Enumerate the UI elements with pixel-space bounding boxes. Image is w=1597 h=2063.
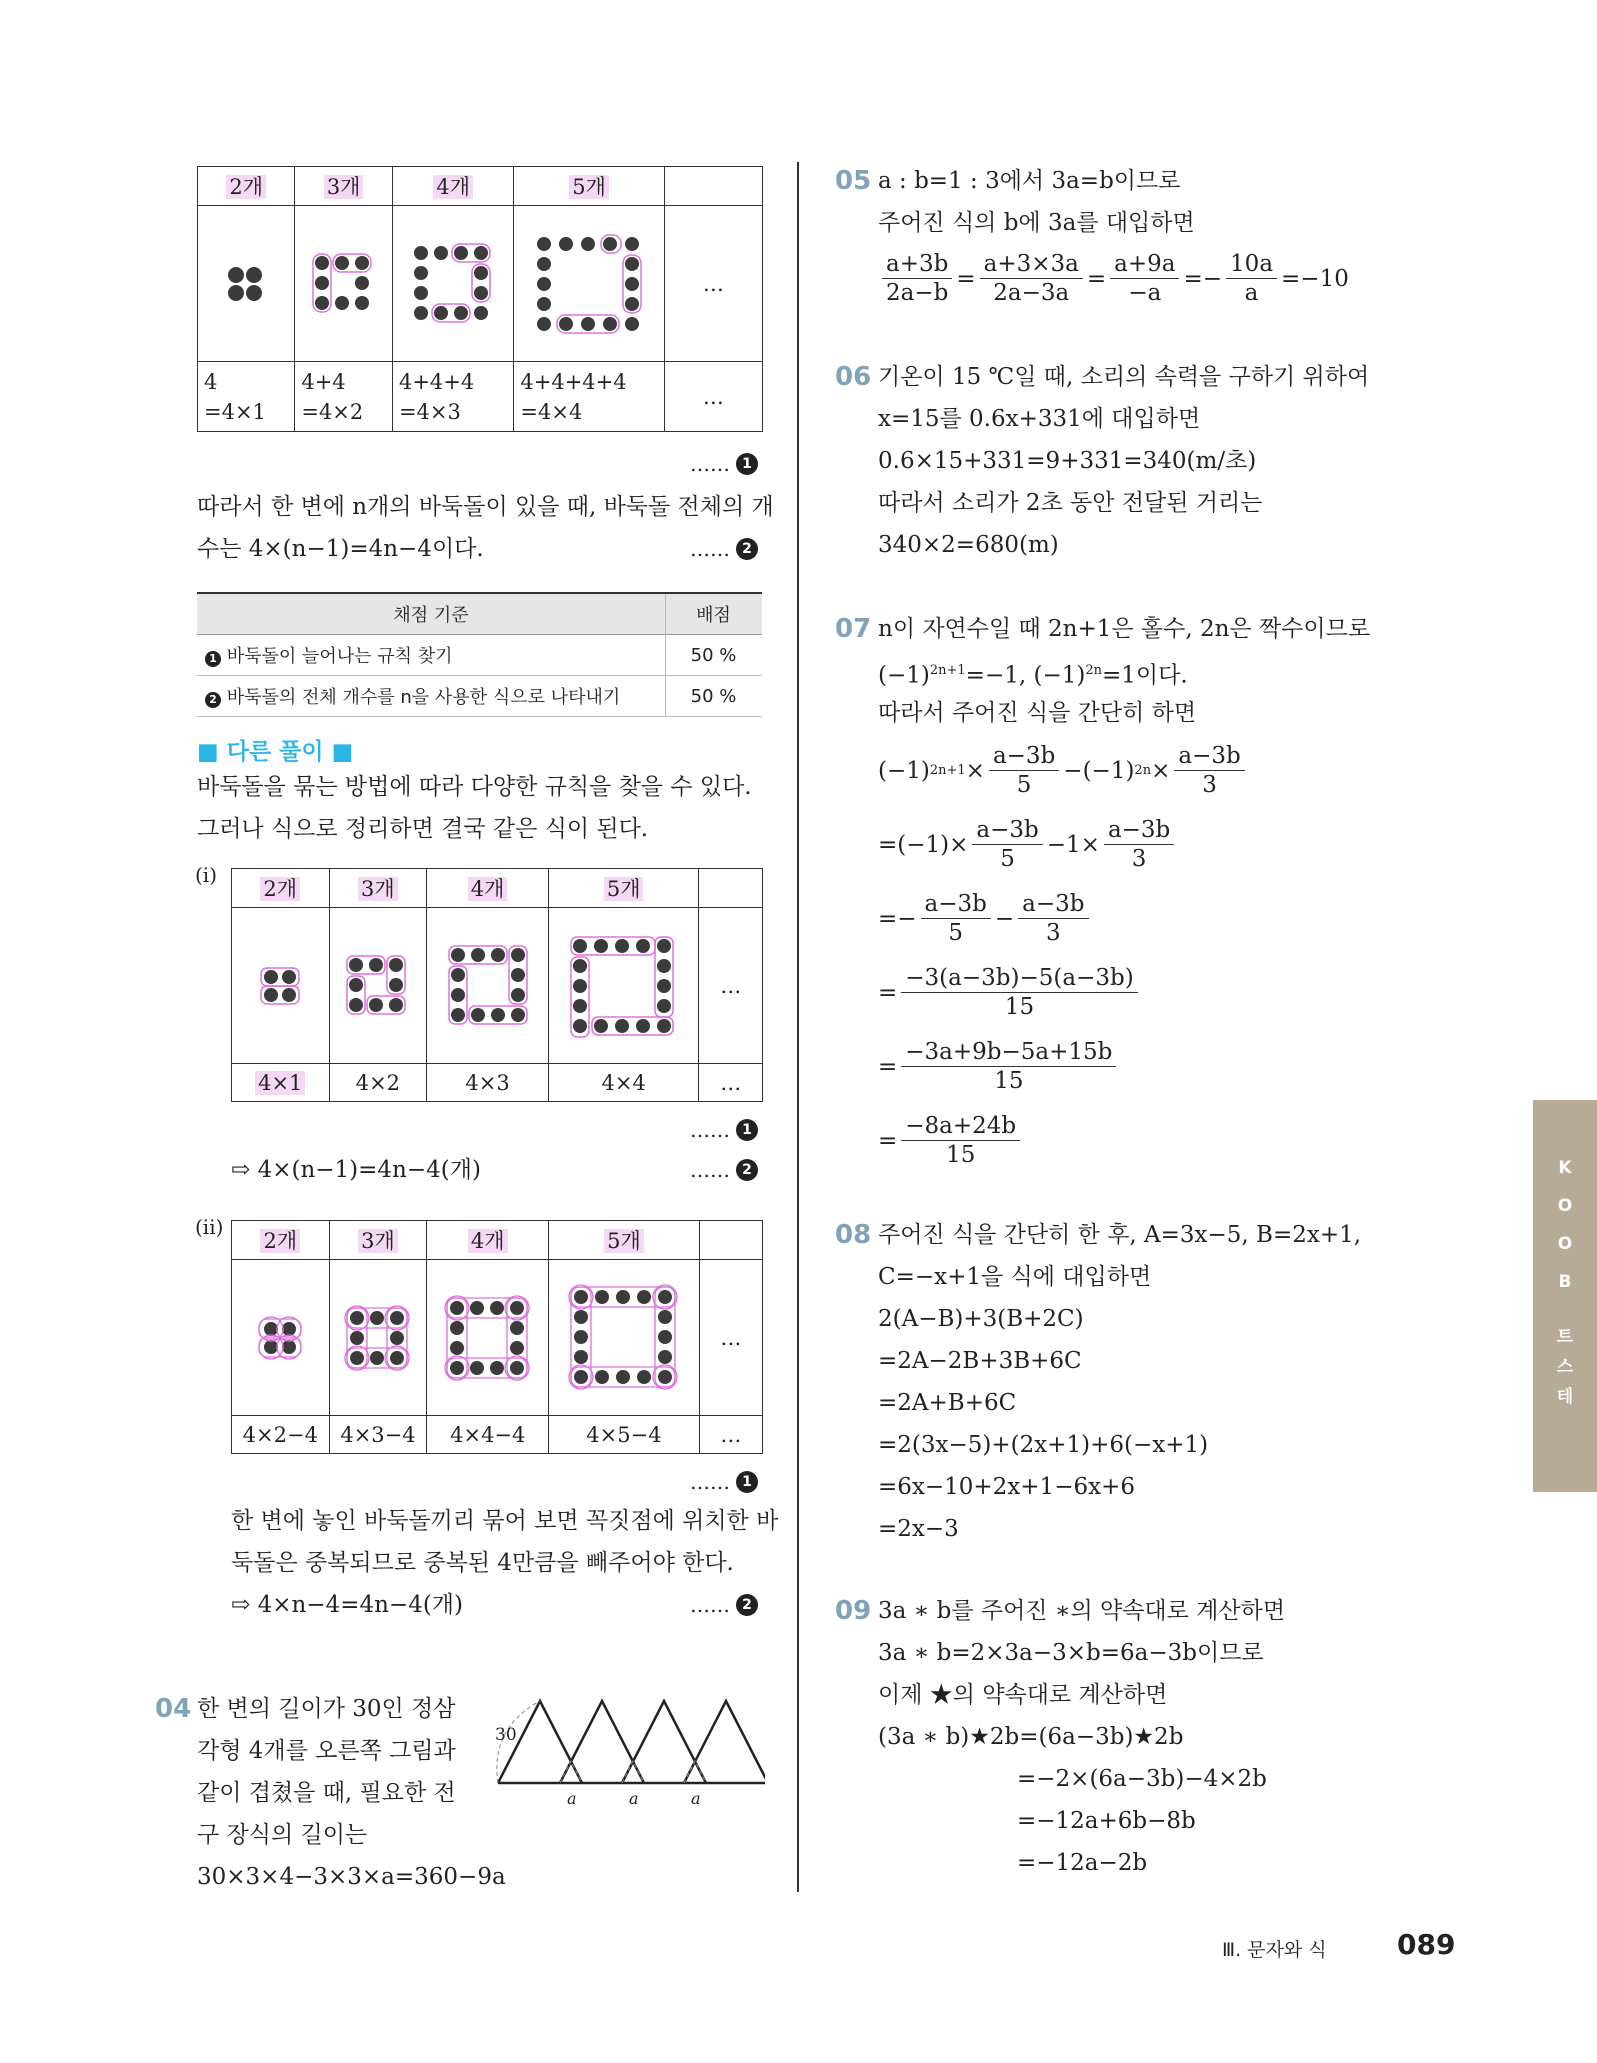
- p07-line-2: $(-1)^{2n+1}=-1$, $(-1)^{2n}=1$이다.: [878, 662, 1188, 689]
- p06-line-4: 따라서 소리가 2초 동안 전달된 거리는: [878, 490, 1263, 516]
- p05-line-1: a : b=1 : 3에서 3a=b이므로: [878, 168, 1181, 194]
- ellipsis: …: [664, 206, 762, 362]
- problem-number: 06: [835, 362, 872, 392]
- tab-letter: K: [1558, 1158, 1572, 1178]
- p07-line-1: n이 자연수일 때 2n+1은 홀수, 2n은 짝수이므로: [878, 616, 1371, 642]
- p06-line-3: 0.6×15+331=9+331=340(m/초): [878, 448, 1257, 474]
- conclusion-line-1: 따라서 한 변에 n개의 바둑돌이 있을 때, 바둑돌 전체의 개: [197, 494, 774, 520]
- table-header: 2개: [260, 1229, 300, 1253]
- expr: 4×3: [465, 1070, 510, 1095]
- table-header: 4개: [468, 877, 508, 901]
- p04-line-4: 구 장식의 길이는: [197, 1822, 368, 1848]
- p09-line-2: 3a ∗ b=2×3a−3×b=6a−3b이므로: [878, 1640, 1264, 1666]
- p08-line-8: =2x−3: [878, 1516, 959, 1542]
- p07-step-6: = $\frac{-8a+24b}{15}$: [878, 1112, 1024, 1169]
- pattern-table-main: [197, 166, 763, 432]
- case-i-result: ⇨ 4×(n−1)=4n−4(개): [231, 1157, 481, 1183]
- column-divider: [797, 162, 799, 1892]
- side-label: 30: [495, 1725, 517, 1745]
- pattern-table-case-i: [231, 868, 763, 1102]
- p08-line-7: =6x−10+2x+1−6x+6: [878, 1474, 1135, 1500]
- problem-number: 05: [835, 166, 872, 196]
- table-header: 2개: [260, 877, 300, 901]
- footer-section: Ⅲ. 문자와 식: [1222, 1939, 1327, 1961]
- p07-step-1: (−1) 2n+1 × $\frac{a-3b}{5}$ −(−1) 2n × $\frac{a-3b}{3}$: [878, 742, 1249, 799]
- table-header: 3개: [324, 175, 364, 199]
- stone-figure-3: [329, 908, 427, 1064]
- ellipsis: …: [699, 1064, 763, 1102]
- grading-row: 2 바둑돌의 전체 개수를 n을 사용한 식으로 나타내기: [197, 676, 666, 717]
- p04-line-5: 30×3×4−3×3×a=360−9a: [197, 1864, 506, 1890]
- tab-letter: 테: [1556, 1387, 1574, 1407]
- conclusion-line-2: 수는 4×(n−1)=4n−4이다.: [197, 536, 484, 562]
- step-mark-1: …… 1: [690, 1470, 758, 1494]
- stone-figure-4: [427, 1260, 549, 1416]
- ellipsis: …: [699, 908, 763, 1064]
- p09-line-5: =−2×(6a−3b)−4×2b: [1017, 1766, 1267, 1792]
- expr: =4×1: [204, 399, 266, 424]
- stone-figure-3: [295, 206, 393, 362]
- table-header-empty: [699, 1221, 762, 1260]
- ellipsis: …: [664, 362, 762, 432]
- table-header-empty: [664, 167, 762, 206]
- step-mark-1: …… 1: [690, 1118, 758, 1142]
- step-mark-2: …… 2: [690, 1593, 758, 1617]
- case-ii-label: (ii): [195, 1215, 224, 1239]
- p08-line-5: =2A+B+6C: [878, 1390, 1017, 1416]
- grading-points: 50 %: [666, 676, 763, 717]
- grading-table: [197, 592, 762, 717]
- expr: 4×4: [601, 1070, 646, 1095]
- grading-points-header: 배점: [666, 593, 763, 635]
- expr: 4×4−4: [450, 1422, 526, 1447]
- table-header: 3개: [358, 1229, 398, 1253]
- tab-letter: 스: [1556, 1357, 1574, 1377]
- case-i-label: (i): [195, 863, 218, 887]
- page-number: 089: [1397, 1928, 1456, 1961]
- grading-criteria-header: 채점 기준: [197, 593, 666, 635]
- stone-figure-4: [427, 908, 549, 1064]
- p08-line-6: =2(3x−5)+(2x+1)+6(−x+1): [878, 1432, 1209, 1458]
- p09-line-7: =−12a−2b: [1017, 1850, 1148, 1876]
- grading-row: 1 바둑돌이 늘어나는 규칙 찾기: [197, 635, 666, 676]
- tab-letter: 트: [1556, 1327, 1574, 1347]
- overlap-label: a: [567, 1789, 577, 1808]
- table-header: 5개: [604, 1229, 644, 1253]
- ellipsis: …: [699, 1416, 762, 1454]
- expr: 4+4+4: [398, 369, 475, 394]
- stone-figure-2: [198, 206, 295, 362]
- expr: =4×2: [301, 399, 364, 424]
- step-mark-2: …… 2: [690, 1158, 758, 1182]
- p06-line-2: x=15를 0.6x+331에 대입하면: [878, 406, 1201, 432]
- table-header: 4개: [433, 175, 473, 199]
- table-header: 5개: [604, 877, 644, 901]
- stone-figure-2: [232, 1260, 330, 1416]
- p09-line-6: =−12a+6b−8b: [1017, 1808, 1196, 1834]
- tab-letter: O: [1557, 1234, 1573, 1254]
- p07-step-4: = $\frac{-3(a-3b)-5(a-3b)}{15}$: [878, 964, 1142, 1021]
- p04-line-1: 한 변의 길이가 30인 정삼: [197, 1696, 456, 1722]
- p05-equation: $\frac{a+3b}{2a-b}$ = $\frac{a+3\times 3a}{2a-3a}$ = $\frac{a+9a}{-a}$ = − $\frac{10a}{a}$ =−10: [878, 250, 1349, 307]
- grading-points: 50 %: [666, 635, 763, 676]
- p06-line-5: 340×2=680(m): [878, 532, 1059, 558]
- p08-line-3: 2(A−B)+3(B+2C): [878, 1306, 1084, 1332]
- stone-figure-3: [329, 1260, 427, 1416]
- case-ii-note-1: 한 변에 놓인 바둑돌끼리 묶어 보면 꼭짓점에 위치한 바: [231, 1508, 779, 1534]
- p07-line-3: 따라서 주어진 식을 간단히 하면: [878, 700, 1197, 726]
- p08-line-4: =2A−2B+3B+6C: [878, 1348, 1082, 1374]
- alt-solution-title: ■ 다른 풀이 ■: [197, 739, 354, 765]
- p08-line-2: C=−x+1을 식에 대입하면: [878, 1264, 1152, 1290]
- expr: 4×2−4: [242, 1422, 318, 1447]
- p08-line-1: 주어진 식을 간단히 한 후, A=3x−5, B=2x+1,: [878, 1222, 1362, 1248]
- overlap-label: a: [691, 1789, 701, 1808]
- expr: 4+4: [301, 369, 346, 394]
- p09-line-1: 3a ∗ b를 주어진 ∗의 약속대로 계산하면: [878, 1598, 1286, 1624]
- expr: 4×1: [255, 1071, 305, 1095]
- table-header: 5개: [569, 175, 609, 199]
- table-header: 3개: [358, 877, 398, 901]
- step-mark-2: …… 2: [690, 537, 758, 561]
- p09-line-4: (3a ∗ b)★2b=(6a−3b)★2b: [878, 1724, 1184, 1750]
- pattern-table-case-ii: [231, 1220, 763, 1454]
- tab-letter: O: [1557, 1196, 1573, 1216]
- problem-number: 09: [835, 1596, 872, 1626]
- expr: 4×3−4: [340, 1422, 416, 1447]
- expr: =4×3: [398, 399, 461, 424]
- p04-line-2: 각형 4개를 오른쪽 그림과: [197, 1738, 456, 1764]
- step-mark-1: …… 1: [690, 452, 758, 476]
- expr: =4×4: [520, 399, 583, 424]
- stone-figure-2: [232, 908, 330, 1064]
- stone-figure-5: [548, 908, 699, 1064]
- p07-step-5: = $\frac{-3a+9b-5a+15b}{15}$: [878, 1038, 1120, 1095]
- table-header: 4개: [468, 1229, 508, 1253]
- overlap-label: a: [629, 1789, 639, 1808]
- case-ii-note-2: 둑돌은 중복되므로 중복된 4만큼을 빼주어야 한다.: [231, 1550, 734, 1576]
- table-header-empty: [699, 869, 763, 908]
- p04-line-3: 같이 겹쳤을 때, 필요한 전: [197, 1780, 456, 1806]
- test-book-tab: [1533, 1100, 1597, 1492]
- tab-letter: B: [1558, 1272, 1572, 1292]
- p05-line-2: 주어진 식의 b에 3a를 대입하면: [878, 210, 1195, 236]
- stone-figure-5: [549, 1260, 700, 1416]
- problem-number: 08: [835, 1220, 872, 1250]
- p07-step-3: =− $\frac{a-3b}{5}$ − $\frac{a-3b}{3}$: [878, 890, 1093, 947]
- expr: 4×5−4: [586, 1422, 662, 1447]
- alt-line-2: 그러나 식으로 정리하면 결국 같은 식이 된다.: [197, 816, 649, 842]
- stone-figure-4: [392, 206, 513, 362]
- stone-figure-5: [514, 206, 664, 362]
- problem-number: 04: [155, 1694, 192, 1724]
- table-header: 2개: [226, 175, 266, 199]
- triangles-figure: [485, 1688, 765, 1808]
- problem-number: 07: [835, 614, 872, 644]
- expr: 4×2: [355, 1070, 401, 1095]
- expr: 4: [204, 369, 218, 394]
- ellipsis: …: [699, 1260, 762, 1416]
- case-ii-result: ⇨ 4×n−4=4n−4(개): [231, 1592, 463, 1618]
- p06-line-1: 기온이 15 ℃일 때, 소리의 속력을 구하기 위하여: [878, 364, 1370, 390]
- p07-step-2: =(−1)× $\frac{a-3b}{5}$ −1× $\frac{a-3b}{3}$: [878, 816, 1178, 873]
- p09-line-3: 이제 ★의 약속대로 계산하면: [878, 1682, 1168, 1708]
- alt-line-1: 바둑돌을 묶는 방법에 따라 다양한 규칙을 찾을 수 있다.: [197, 774, 752, 800]
- expr: 4+4+4+4: [520, 369, 627, 394]
